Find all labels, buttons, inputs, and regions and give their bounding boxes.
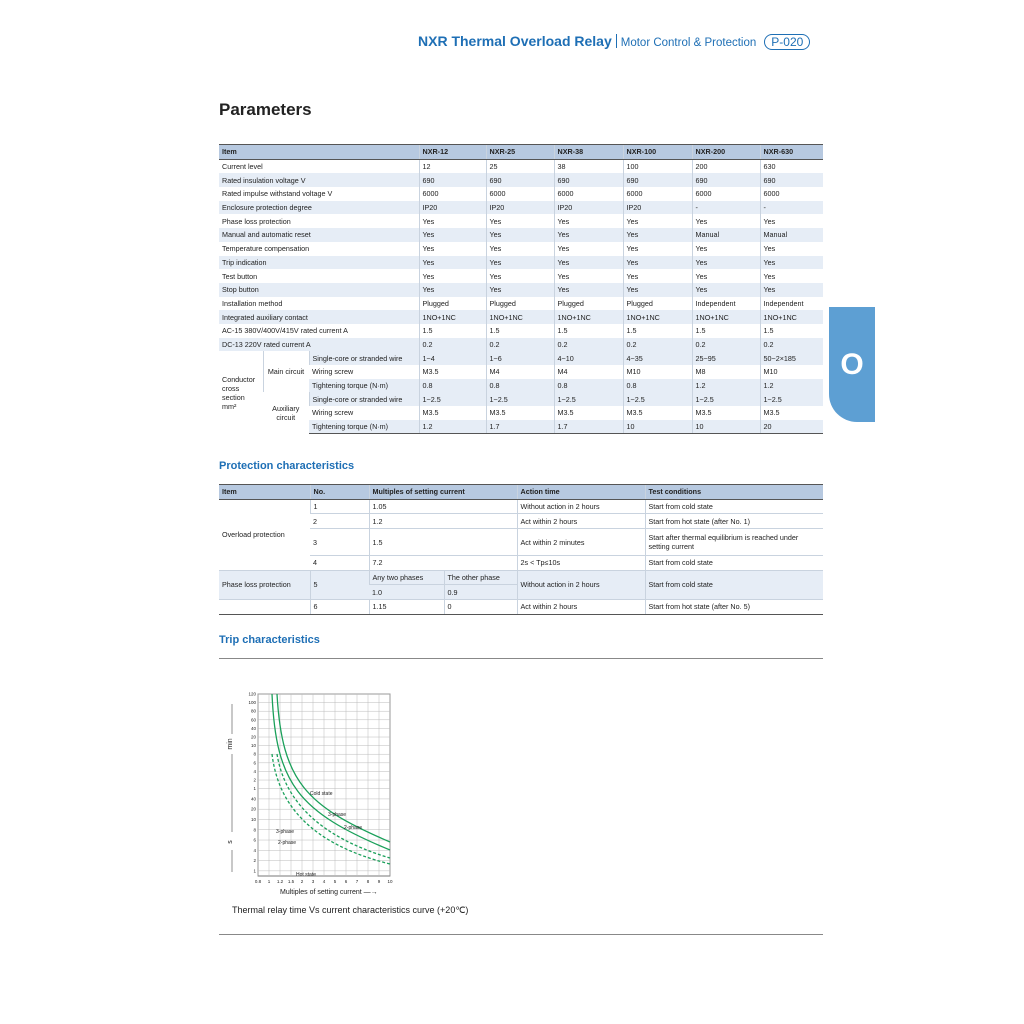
cell-value: Yes (554, 214, 623, 228)
cell-value: 1.2 (419, 420, 486, 434)
cell-no: 3 (310, 529, 369, 556)
phase-loss-label: Phase loss protection (219, 570, 310, 599)
cell-value: 1NO+1NC (486, 310, 554, 324)
cell-no: 4 (310, 556, 369, 571)
cell-value: 690 (486, 173, 554, 187)
cell-value: M10 (760, 365, 823, 379)
y-tick-label: 8 (253, 751, 256, 757)
row-label: Enclosure protection degree (219, 201, 419, 215)
row-label: Phase loss protection (222, 216, 291, 226)
protection-title: Protection characteristics (219, 460, 355, 472)
cell-value: Yes (692, 283, 760, 297)
cell-value: Yes (554, 228, 623, 242)
cell-value: IP20 (623, 201, 692, 215)
cell-value: 690 (760, 173, 823, 187)
cell-value: - (692, 201, 760, 215)
x-tick-label: 3 (311, 879, 315, 884)
cell-value: Yes (486, 269, 554, 283)
cell-value: 1~4 (419, 351, 486, 365)
cell-value: Independent (760, 297, 823, 311)
cell-mult: 1.0 (369, 585, 444, 600)
cell-value: Yes (623, 228, 692, 242)
cell-no: 5 (310, 570, 369, 599)
table-row (219, 310, 823, 324)
cell-value: 50~2×185 (760, 351, 823, 365)
divider (219, 658, 823, 659)
divider (219, 934, 823, 935)
cell-value: Manual (692, 228, 760, 242)
cell-value: 0.2 (554, 338, 623, 352)
aux-circuit-label: Auxiliary circuit (263, 392, 309, 434)
col-model: NXR-25 (486, 145, 554, 160)
x-tick-label: 5 (333, 879, 337, 884)
cell-time: Without action in 2 hours (517, 499, 645, 514)
y-axis-label-s: s (227, 840, 234, 844)
table-row (219, 392, 823, 406)
table-row (219, 570, 823, 585)
cell-mult: 1.15 (369, 600, 444, 615)
cell-value: 0.2 (419, 338, 486, 352)
cell-value: 630 (760, 159, 823, 173)
cell-cond: Start from hot state (after No. 5) (645, 600, 823, 615)
main-circuit-label: Main circuit (263, 351, 309, 392)
overload-label: Overload protection (219, 499, 310, 570)
cell-value: Plugged (554, 297, 623, 311)
cell-value: 0.8 (554, 379, 623, 393)
cell-value: Yes (623, 214, 692, 228)
y-tick-label: 120 (248, 691, 256, 697)
cell-value: Yes (486, 242, 554, 256)
cell-value: 1~2.5 (760, 392, 823, 406)
parameters-title: Parameters (219, 100, 312, 119)
cell-mult: 7.2 (369, 556, 517, 571)
cell-value: 1~2.5 (554, 392, 623, 406)
cell-no: 2 (310, 514, 369, 529)
cell-value: 10 (623, 420, 692, 434)
cell-value: Yes (760, 269, 823, 283)
cell-value: 6000 (760, 187, 823, 201)
y-tick-label: 10 (250, 743, 256, 749)
x-tick-label: 2 (300, 879, 304, 884)
row-label: Rated impulse withstand voltage V (222, 189, 333, 199)
cell-value: M4 (554, 365, 623, 379)
y-tick-label: 80 (250, 708, 256, 714)
cell-value: Plugged (623, 297, 692, 311)
y-tick-label: 60 (250, 717, 256, 723)
y-tick-label: 20 (250, 734, 256, 740)
cell-value: 1.5 (692, 324, 760, 338)
table-row (219, 406, 823, 420)
table-row (219, 187, 823, 201)
cell-value: 1.7 (554, 420, 623, 434)
cell-value: IP20 (554, 201, 623, 215)
cell-value: 1NO+1NC (419, 310, 486, 324)
row-label: Current level (222, 162, 263, 172)
table-row (219, 338, 823, 352)
table-row (219, 283, 823, 297)
cell-value: Yes (486, 214, 554, 228)
x-tick-label: 1.2 (276, 879, 284, 884)
cell-value: 25~95 (692, 351, 760, 365)
table-row (219, 556, 823, 571)
cell-value: Yes (692, 256, 760, 270)
curve-annotation: 3-phase (328, 812, 347, 818)
x-tick-label: 10 (387, 879, 393, 884)
cell-value: Yes (554, 256, 623, 270)
y-tick-label: 4 (253, 847, 256, 853)
header-subtitle: Motor Control & Protection (620, 37, 757, 49)
cell-mult: 0.9 (444, 585, 517, 600)
conductor-label: Conductor cross section mm² (219, 351, 263, 434)
cell-cond: Start from cold state (645, 499, 823, 514)
x-tick-label: 7 (355, 879, 359, 884)
cell-value: Yes (419, 256, 486, 270)
curve-annotation: 3-phase (276, 829, 295, 835)
y-tick-label: 8 (253, 827, 256, 833)
cell-value: 1.2 (760, 379, 823, 393)
cell-value: 1~6 (486, 351, 554, 365)
cell-value: 200 (692, 159, 760, 173)
cell-value: - (760, 201, 823, 215)
cell-value: 0.2 (486, 338, 554, 352)
col-action-time: Action time (517, 485, 645, 500)
col-multiples: Multiples of setting current (369, 485, 517, 500)
x-tick-label: 9 (377, 879, 381, 884)
cell-value: Yes (692, 269, 760, 283)
cell-value: Manual (760, 228, 823, 242)
cell-time: Act within 2 hours (517, 514, 645, 529)
y-tick-label: 40 (250, 725, 256, 731)
y-tick-label: 2 (253, 777, 256, 783)
table-row (219, 201, 823, 215)
cell-value: Yes (760, 214, 823, 228)
cell-value: 1~2.5 (623, 392, 692, 406)
cell-value: 4~10 (554, 351, 623, 365)
cell-value: 1~2.5 (419, 392, 486, 406)
cell-value: 0.8 (623, 379, 692, 393)
cell-value: 1.5 (419, 324, 486, 338)
cell-value: Plugged (419, 297, 486, 311)
cell-value: 1~2.5 (692, 392, 760, 406)
y-tick-label: 6 (253, 837, 256, 843)
cell-mult: 1.5 (369, 529, 517, 556)
row-label: Wiring screw (312, 408, 354, 418)
cell-value: 20 (760, 420, 823, 434)
cell-value: M10 (623, 365, 692, 379)
cell-value: 25 (486, 159, 554, 173)
table-row (219, 242, 823, 256)
table-row (219, 420, 823, 434)
cell-value: Yes (554, 242, 623, 256)
cell-value: 6000 (419, 187, 486, 201)
row-label: Wiring screw (312, 367, 354, 377)
table-row (219, 297, 823, 311)
y-tick-label: 20 (250, 806, 256, 812)
cell-cond: Start from cold state (645, 570, 823, 599)
row-label: Tightening torque (N·m) (309, 420, 419, 434)
cell-value: Yes (486, 283, 554, 297)
table-row (219, 269, 823, 283)
cell-value: Yes (486, 256, 554, 270)
cell-cond: Start from cold state (645, 556, 823, 571)
cell-value: Yes (623, 283, 692, 297)
x-tick-label: 6 (344, 879, 348, 884)
cell-value: Yes (554, 283, 623, 297)
y-tick-label: 2 (253, 858, 256, 864)
table-row (219, 324, 823, 338)
cell-value: 1.5 (760, 324, 823, 338)
cell-value: 690 (623, 173, 692, 187)
page-number: P-020 (764, 34, 810, 50)
cell-value: Yes (692, 214, 760, 228)
col-model: NXR-100 (623, 145, 692, 160)
col-model: NXR-12 (419, 145, 486, 160)
x-tick-label: 1.5 (287, 879, 295, 884)
cell-value: 1.5 (554, 324, 623, 338)
cell-value: M3.5 (419, 365, 486, 379)
table-row (219, 499, 823, 514)
table-row (219, 514, 823, 529)
col-model: NXR-38 (554, 145, 623, 160)
cell-time: 2s < Tp≤10s (517, 556, 645, 571)
cell-value: 6000 (623, 187, 692, 201)
cell-value: 690 (419, 173, 486, 187)
cell-value: 100 (623, 159, 692, 173)
chart-x-label: Multiples of setting current —→ (280, 889, 378, 896)
table-row (219, 228, 823, 242)
cell-value: 1.5 (623, 324, 692, 338)
y-tick-label: 10 (250, 816, 256, 822)
cell-value: M3.5 (760, 406, 823, 420)
table-row (219, 173, 823, 187)
cell-mult: 1.05 (369, 499, 517, 514)
cell-value: Yes (419, 283, 486, 297)
cell-value: M3.5 (692, 406, 760, 420)
y-tick-label: 100 (248, 700, 256, 706)
cell-value: IP20 (419, 201, 486, 215)
cell-value: Yes (623, 242, 692, 256)
x-tick-label: 1 (267, 879, 271, 884)
cell-value: 12 (419, 159, 486, 173)
y-tick-label: 4 (253, 768, 256, 774)
cell-value: Yes (760, 256, 823, 270)
cell-time: Act within 2 minutes (517, 529, 645, 556)
cell-cond: Start after thermal equilibrium is reached under setting current (645, 529, 823, 556)
x-tick-label: 4 (322, 879, 326, 884)
cell-value: Yes (419, 269, 486, 283)
cell-value: 0.8 (419, 379, 486, 393)
cell-value: 690 (554, 173, 623, 187)
row-label: DC-13 220V rated current A (219, 338, 419, 352)
page-header (418, 33, 828, 50)
cell-value: Plugged (486, 297, 554, 311)
cell-value: Yes (419, 228, 486, 242)
cell-value: Yes (486, 228, 554, 242)
row-label: Single-core or stranded wire (309, 392, 419, 406)
cell-mult: 0 (444, 600, 517, 615)
cell-value: M4 (486, 365, 554, 379)
table-row (219, 365, 823, 379)
cell-value: 1NO+1NC (623, 310, 692, 324)
section-tab: O (829, 307, 875, 422)
row-label: Stop button (219, 283, 419, 297)
cell-cond: Start from hot state (after No. 1) (645, 514, 823, 529)
cell-value: M3.5 (419, 406, 486, 420)
y-tick-label: 1 (253, 786, 256, 792)
x-tick-label: 0.8 (254, 879, 262, 884)
cell-value: 1.2 (692, 379, 760, 393)
col-model: NXR-200 (692, 145, 760, 160)
cell-value: Yes (692, 242, 760, 256)
cell-time: Without action in 2 hours (517, 570, 645, 599)
cell-value: 1NO+1NC (554, 310, 623, 324)
cell-value: Yes (760, 242, 823, 256)
table-row (219, 379, 823, 393)
row-label: Manual and automatic reset (219, 228, 419, 242)
cell-value: 0.2 (692, 338, 760, 352)
row-label: Rated insulation voltage V (219, 173, 419, 187)
row-label: Installation method (222, 298, 283, 308)
trip-title: Trip characteristics (219, 634, 320, 646)
table-row (219, 600, 823, 615)
cell-value: Yes (419, 242, 486, 256)
y-tick-label: 40 (250, 796, 256, 802)
col-item: Item (219, 485, 310, 500)
cell-value: 6000 (486, 187, 554, 201)
cell-mult: 1.2 (369, 514, 517, 529)
cell-value: Yes (623, 269, 692, 283)
col-test-conditions: Test conditions (645, 485, 823, 500)
cell-value: M3.5 (554, 406, 623, 420)
cell-value: IP20 (486, 201, 554, 215)
cell-value: 1NO+1NC (760, 310, 823, 324)
table-row (219, 159, 823, 173)
cell-value: 4~35 (623, 351, 692, 365)
cell-value: 0.2 (623, 338, 692, 352)
table-row (219, 256, 823, 270)
col-no: No. (310, 485, 369, 500)
curve-annotation: 2-phase (344, 825, 363, 831)
row-label: Integrated auxiliary contact (219, 310, 419, 324)
cell-value: 1.7 (486, 420, 554, 434)
chart-caption: Thermal relay time Vs current characteristics curve (+20℃) (232, 905, 469, 915)
protection-table (219, 484, 823, 615)
table-row (219, 214, 823, 228)
parameters-table (219, 144, 823, 434)
cell-value: M3.5 (486, 406, 554, 420)
cell-sub-any-two: Any two phases (369, 570, 444, 585)
row-label: Tightening torque (N·m) (309, 379, 419, 393)
cell-value: 0.2 (760, 338, 823, 352)
cell-value: 6000 (692, 187, 760, 201)
header-divider (616, 34, 617, 48)
cell-value: Independent (692, 297, 760, 311)
y-tick-label: 1 (253, 868, 256, 874)
row-label: Trip indication (219, 256, 419, 270)
cell-value: 38 (554, 159, 623, 173)
cell-value: 6000 (554, 187, 623, 201)
col-item: Item (219, 145, 419, 160)
cell-sub-other: The other phase (444, 570, 517, 585)
cell-value: 0.8 (486, 379, 554, 393)
cell-value: M8 (692, 365, 760, 379)
cell-no: 1 (310, 499, 369, 514)
cell-time: Act within 2 hours (517, 600, 645, 615)
y-tick-label: 6 (253, 760, 256, 766)
row-label: Temperature compensation (222, 244, 310, 254)
row-label: Test button (222, 271, 258, 281)
table-row (219, 529, 823, 556)
trip-chart (224, 688, 404, 888)
cell-value: 690 (692, 173, 760, 187)
x-tick-label: 8 (366, 879, 370, 884)
cell-value: Yes (623, 256, 692, 270)
curve-annotation: 2-phase (278, 840, 297, 846)
cell-value: Yes (760, 283, 823, 297)
cell-value: 1.5 (486, 324, 554, 338)
header-title: NXR Thermal Overload Relay (418, 33, 612, 49)
cell-value: Yes (554, 269, 623, 283)
cell-no: 6 (310, 600, 369, 615)
cell-value: Yes (419, 214, 486, 228)
cell-value: 1~2.5 (486, 392, 554, 406)
row-label: AC-15 380V/400V/415V rated current A (222, 326, 348, 336)
curve-annotation: Cold state (310, 791, 333, 797)
y-axis-label-min: min (227, 738, 234, 750)
table-row (219, 351, 823, 365)
row-label: Single-core or stranded wire (309, 351, 419, 365)
cell-value: 10 (692, 420, 760, 434)
col-model: NXR-630 (760, 145, 823, 160)
cell-value: M3.5 (623, 406, 692, 420)
curve-annotation: Hot state (296, 872, 317, 878)
cell-value: 1NO+1NC (692, 310, 760, 324)
